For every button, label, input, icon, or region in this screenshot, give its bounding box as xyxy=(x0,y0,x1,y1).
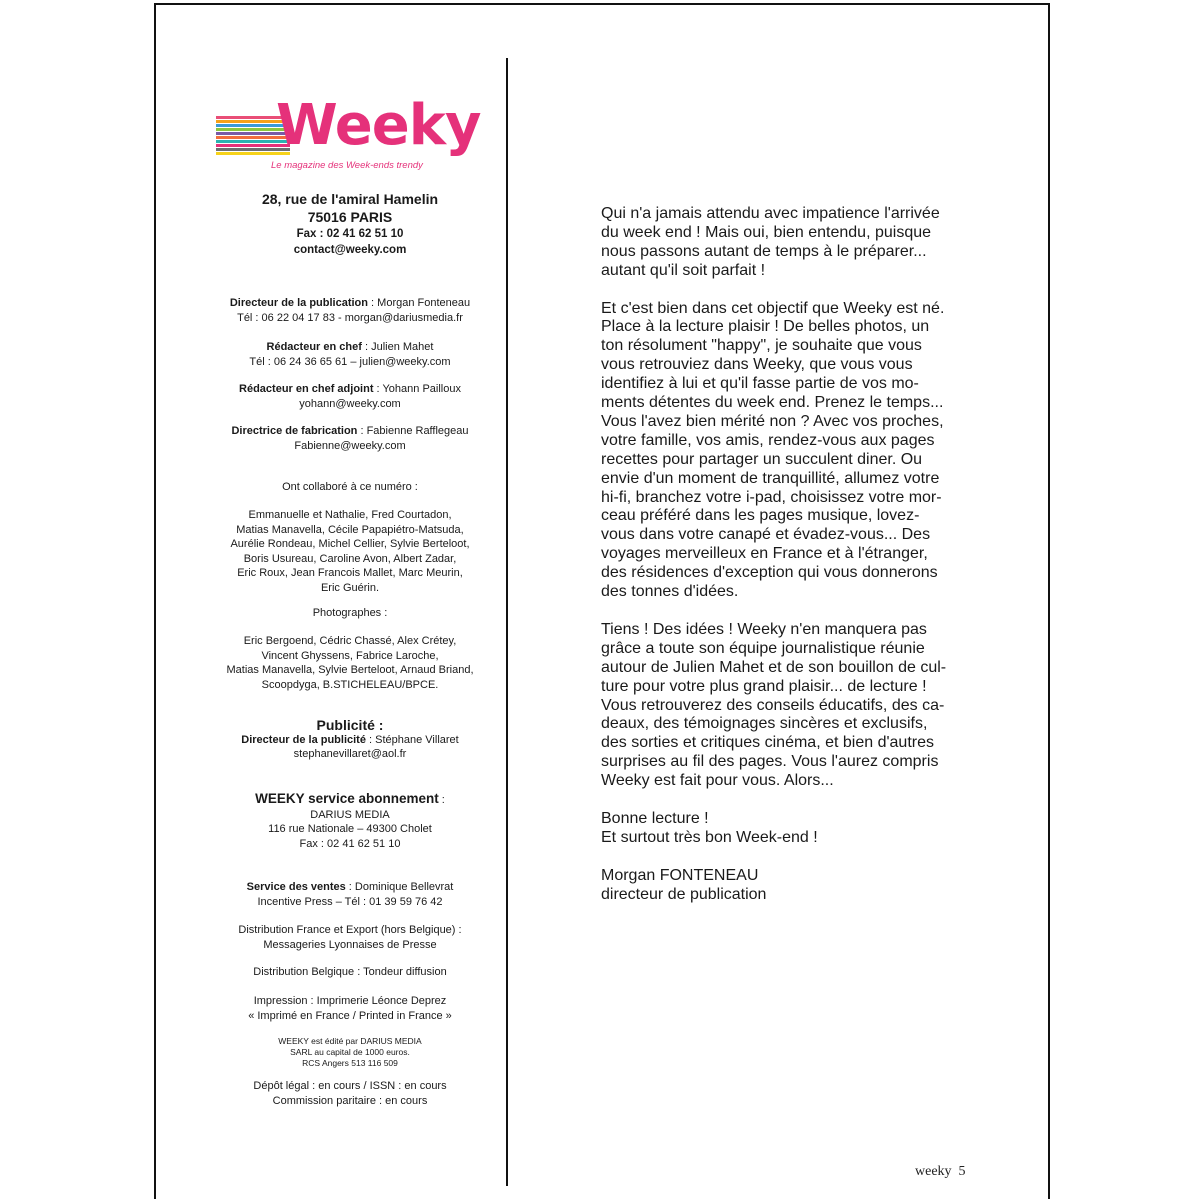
legal-small xyxy=(200,1036,500,1069)
editorial-line: identifiez à lui et qu'il fasse partie de vos mo- xyxy=(601,375,919,393)
weeky-logo xyxy=(216,93,486,176)
editorial-paragraph xyxy=(601,205,976,281)
collaborators-title: Ont collaboré à ce numéro : xyxy=(282,481,418,493)
editorial-paragraph xyxy=(601,810,976,848)
photographers-list xyxy=(200,634,500,692)
staff-name: : Julien Mahet xyxy=(361,341,434,353)
logo-wordmark: Weeky xyxy=(276,93,481,158)
staff-contact: Tél : 06 22 04 17 83 - morgan@dariusmedia.fr xyxy=(237,311,463,324)
printing-line: Impression : Imprimerie Léonce Deprez xyxy=(253,995,447,1007)
sales-name: : Dominique Bellevrat xyxy=(345,881,454,893)
editorial-line: vous retrouviez dans Weeky, que vous vous xyxy=(601,356,913,374)
subscription-block xyxy=(200,792,500,851)
editorial-line: vous dans votre canapé et évadez-vous... Des xyxy=(601,526,931,544)
photographers-heading xyxy=(200,606,500,621)
editorial-line: Weeky est fait pour vous. Alors... xyxy=(601,772,834,790)
photographer-line: Vincent Ghyssens, Fabrice Laroche, xyxy=(261,649,439,662)
staff-contact: Fabienne@weeky.com xyxy=(294,439,406,452)
editorial-line: nous passons autant de temps à le préparer... xyxy=(601,242,927,260)
editorial-line: Vous retrouverez des conseils éducatifs, des ca- xyxy=(601,696,945,714)
staff-production-director xyxy=(200,424,500,453)
advertising-email: stephanevillaret@aol.fr xyxy=(293,748,407,760)
legal-small-line: SARL au capital de 1000 euros. xyxy=(290,1047,410,1057)
logo-tagline: Le magazine des Week-ends trendy xyxy=(271,160,423,171)
editorial-line: Et surtout très bon Week-end ! xyxy=(601,828,818,846)
editorial-line: Et c'est bien dans cet objectif que Weeky est né. xyxy=(601,299,945,317)
address-city: 75016 PARIS xyxy=(307,209,393,225)
printing-line: « Imprimé en France / Printed in France » xyxy=(248,1009,452,1022)
editorial-line: deaux, des témoignages sincères et exclusifs, xyxy=(601,715,928,733)
collaborators-heading xyxy=(200,480,500,495)
staff-role: Rédacteur en chef xyxy=(266,341,362,353)
staff-role: Rédacteur en chef adjoint xyxy=(239,383,374,395)
advertising-role: Directeur de la publicité xyxy=(241,733,366,746)
photographer-line: Matias Manavella, Sylvie Berteloot, Arnaud Briand, xyxy=(226,664,474,676)
address-street: 28, rue de l'amiral Hamelin xyxy=(261,191,439,207)
editorial-line: Qui n'a jamais attendu avec impatience l'arrivée xyxy=(601,205,940,222)
legal-line: Commission paritaire : en cours xyxy=(272,1094,428,1107)
subscription-colon: : xyxy=(438,794,445,806)
advertising-block xyxy=(200,718,500,762)
sales-contact: Incentive Press – Tél : 01 39 59 76 42 xyxy=(257,895,443,908)
staff-name: : Yohann Pailloux xyxy=(373,383,461,395)
staff-name: : Morgan Fonteneau xyxy=(368,297,471,309)
editorial-text xyxy=(601,205,976,923)
address-fax: Fax : 02 41 62 51 10 xyxy=(296,228,404,240)
distribution-france xyxy=(200,923,500,952)
editorial-line: ton résolument "happy", je souhaite que vous xyxy=(601,337,922,355)
editorial-line: des résidences d'exception qui vous donnerons xyxy=(601,564,938,582)
editorial-line: voyages merveilleux en France et à l'étranger, xyxy=(601,545,928,563)
editorial-line: Bonne lecture ! xyxy=(601,809,709,827)
staff-name: : Fabienne Rafflegeau xyxy=(357,425,469,437)
editorial-line: envie d'un moment de tranquillité, allumez votre xyxy=(601,469,940,487)
distribution-line: Distribution Belgique : Tondeur diffusion xyxy=(253,966,447,978)
editorial-line: Place à la lecture plaisir ! De belles photos, un xyxy=(601,318,930,336)
editorial-line: ceau préféré dans les pages musique, lovez- xyxy=(601,507,920,525)
staff-editor-in-chief xyxy=(200,340,500,369)
folio-label: weeky xyxy=(915,1164,952,1179)
legal-block xyxy=(200,1079,500,1108)
subscription-line: Fax : 02 41 62 51 10 xyxy=(299,837,401,850)
advertising-name: : Stéphane Villaret xyxy=(365,733,459,746)
editorial-line: grâce a toute son équipe journalistique réunie xyxy=(601,639,925,657)
column-divider xyxy=(506,58,508,1186)
photographer-line: Scoopdyga, B.STICHELEAU/BPCE. xyxy=(261,678,439,691)
editorial-line: Tiens ! Des idées ! Weeky n'en manquera pas xyxy=(601,620,927,638)
signature-title: directeur de publication xyxy=(601,885,767,903)
editorial-line: ture pour votre plus grand plaisir... de lecture ! xyxy=(601,677,927,695)
collaborator-line: Matias Manavella, Cécile Papapiétro-Matsuda, xyxy=(236,523,464,536)
sales-block xyxy=(200,880,500,909)
distribution-belgium xyxy=(200,965,500,980)
editorial-line: Vous l'avez bien mérité non ? Avec vos proches, xyxy=(601,412,944,430)
legal-line: Dépôt légal : en cours / ISSN : en cours xyxy=(253,1080,447,1092)
editorial-paragraph xyxy=(601,300,976,603)
legal-small-line: WEEKY est édité par DARIUS MEDIA xyxy=(278,1036,422,1046)
staff-role: Directrice de fabrication xyxy=(231,425,358,437)
photographer-line: Eric Bergoend, Cédric Chassé, Alex Crétey, xyxy=(243,635,457,647)
collaborator-line: Eric Guérin. xyxy=(320,581,380,594)
staff-deputy-editor xyxy=(200,382,500,411)
editorial-line: du week end ! Mais oui, bien entendu, puisque xyxy=(601,223,932,241)
editorial-line: surprises au fil des pages. Vous l'aurez compris xyxy=(601,753,939,771)
editorial-line: ments détentes du week end. Prenez le temps... xyxy=(601,394,944,412)
folio-page-number: 5 xyxy=(958,1164,966,1179)
address-block xyxy=(200,190,500,258)
subscription-heading: WEEKY service abonnement xyxy=(255,791,439,806)
collaborator-line: Eric Roux, Jean Francois Mallet, Marc Meurin, xyxy=(237,567,463,579)
editorial-signature xyxy=(601,867,976,905)
address-email: contact@weeky.com xyxy=(293,244,407,256)
collaborator-line: Boris Usureau, Caroline Avon, Albert Zadar, xyxy=(243,552,457,565)
editorial-line: votre famille, vos amis, rendez-vous aux pages xyxy=(601,431,935,449)
staff-contact: yohann@weeky.com xyxy=(299,397,401,410)
editorial-line: hi-fi, branchez votre i-pad, choisissez votre mor- xyxy=(601,488,942,506)
editorial-line: des sorties et critiques cinéma, et bien d'autres xyxy=(601,734,934,752)
editorial-line: autour de Julien Mahet et de son bouillon de cul- xyxy=(601,658,947,676)
distribution-line: Distribution France et Export (hors Belgique) : xyxy=(238,924,462,936)
signature-name: Morgan FONTENEAU xyxy=(601,866,759,884)
subscription-line: 116 rue Nationale – 49300 Cholet xyxy=(268,823,432,835)
advertising-heading: Publicité : xyxy=(316,717,384,733)
collaborator-line: Emmanuelle et Nathalie, Fred Courtadon, xyxy=(248,509,452,521)
photographers-title: Photographes : xyxy=(312,607,388,619)
editorial-line: des tonnes d'idées. xyxy=(601,583,739,601)
printing-block xyxy=(200,994,500,1023)
staff-director xyxy=(200,296,500,325)
page-folio xyxy=(915,1164,966,1180)
legal-small-line: RCS Angers 513 116 509 xyxy=(302,1058,398,1068)
editorial-line: autant qu'il soit parfait ! xyxy=(601,261,766,279)
staff-contact: Tél : 06 24 36 65 61 – julien@weeky.com xyxy=(249,355,451,368)
subscription-line: DARIUS MEDIA xyxy=(310,808,390,821)
collaborators-list xyxy=(200,508,500,595)
distribution-line: Messageries Lyonnaises de Presse xyxy=(263,938,437,951)
editorial-line: recettes pour partager un succulent diner. Ou xyxy=(601,450,923,468)
sales-role: Service des ventes xyxy=(246,881,346,893)
staff-role: Directeur de la publication xyxy=(229,297,368,309)
editorial-paragraph xyxy=(601,621,976,791)
collaborator-line: Aurélie Rondeau, Michel Cellier, Sylvie Berteloot, xyxy=(230,538,470,550)
